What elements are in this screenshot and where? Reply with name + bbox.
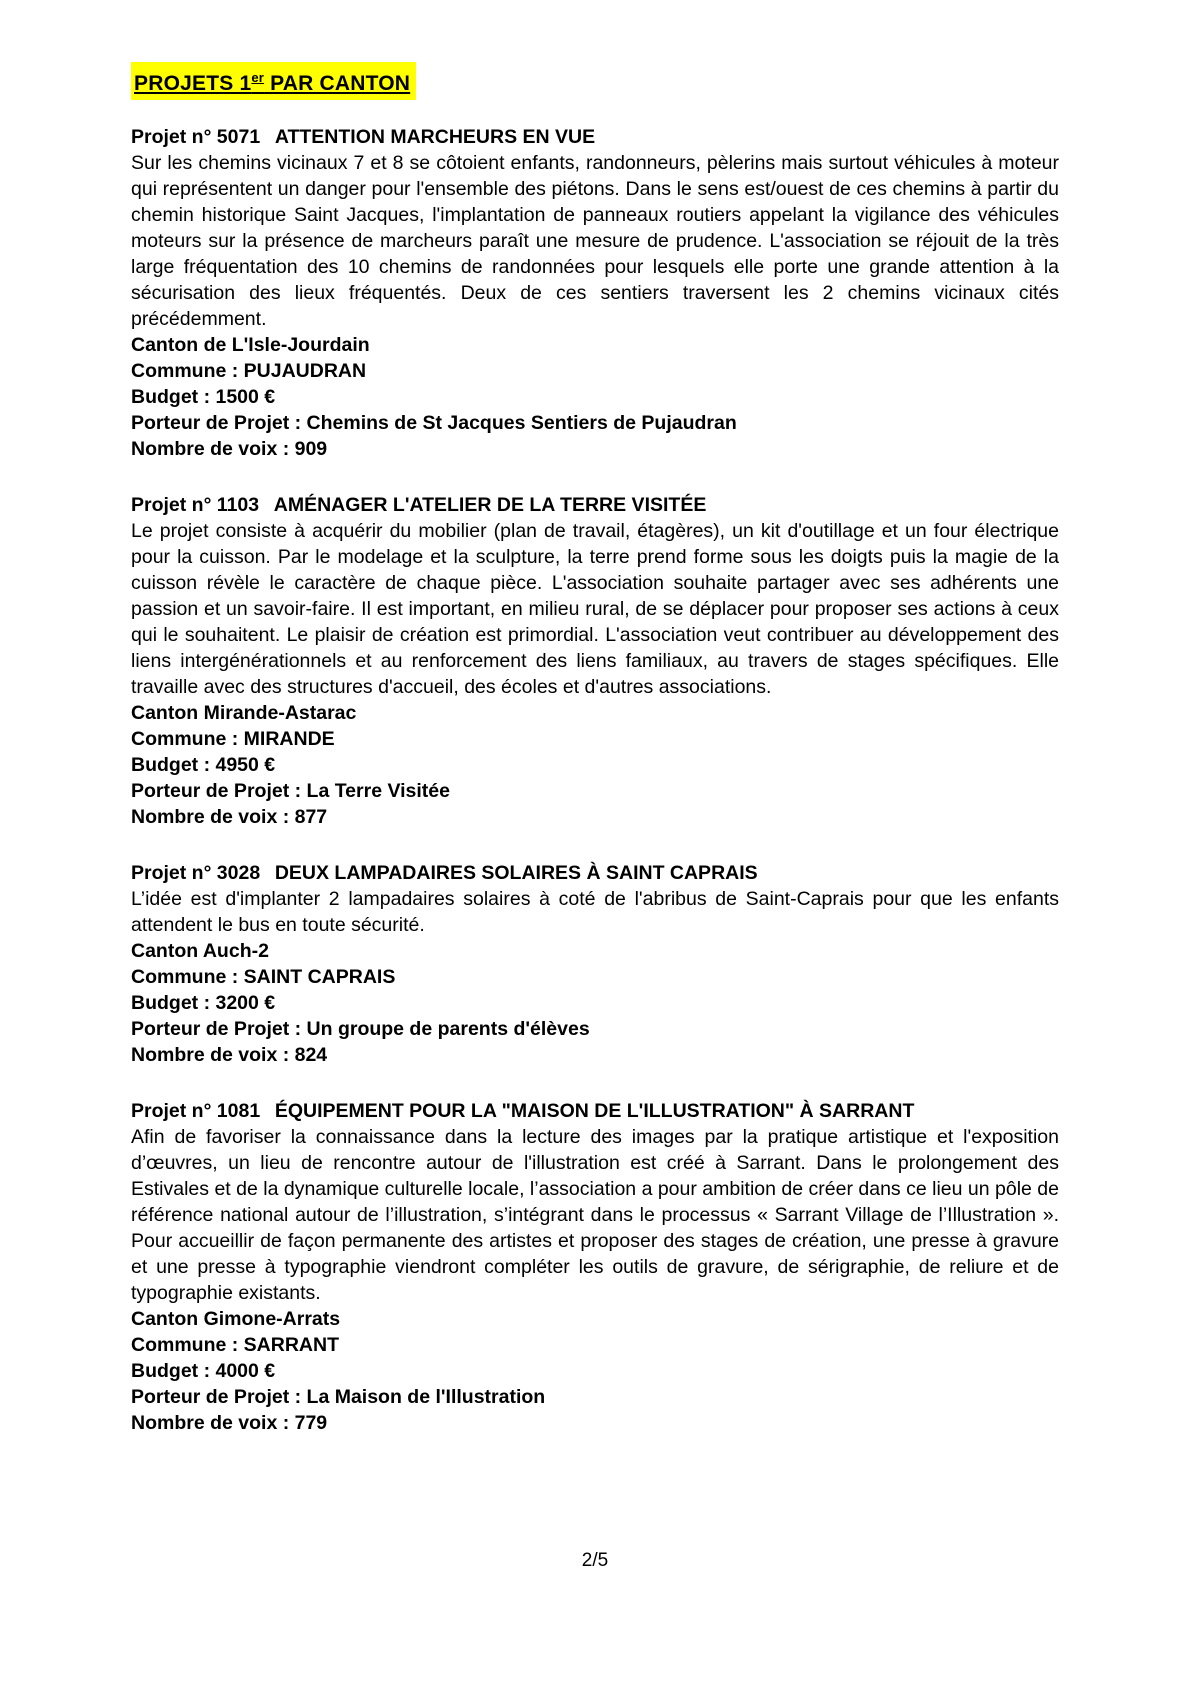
project-canton: Canton Mirande-Astarac bbox=[131, 702, 357, 724]
project-porteur: Porteur de Projet : Chemins de St Jacques Sentiers de Pujaudran bbox=[131, 412, 737, 434]
project-title: ÉQUIPEMENT POUR LA "MAISON DE L'ILLUSTRATION" À SARRANT bbox=[274, 1100, 915, 1122]
project-number: Projet n° 5071 bbox=[131, 126, 261, 148]
project-description: Afin de favoriser la connaissance dans la lecture des images par la pratique artistique et l'exposition d’œuvres, un lieu de rencontre autour de l'illustration est créé à Sarrant. Dans le prolongement des Estivales et de la dynamique culturelle locale, l’association a pour ambition de créer dans ce lieu un pôle de référence national autour de l’illustration, s’intégrant dans le processus « Sarrant Village de l’Illustration ». Pour accueillir de façon permanente des artistes et proposer des stages de création, une presse à gravure et une presse à typographie viendront compléter les outils de gravure, de sérigraphie, de reliure et de typographie existants. bbox=[131, 1126, 1059, 1304]
project-number: Projet n° 1081 bbox=[131, 1100, 261, 1122]
project-description: Le projet consiste à acquérir du mobilier (plan de travail, étagères), un kit d'outillage et un four électrique pour la cuisson. Par le modelage et la sculpture, la terre prend forme sous les doigts puis la magie de la cuisson révèle le caractère de chaque pièce. L'association souhaite partager avec ses adhérents une passion et un savoir-faire. Il est important, en milieu rural, de se déplacer pour proposer ses actions à ceux qui le souhaitent. Le plaisir de création est primordial. L'association veut contribuer au développement des liens intergénérationnels et au renforcement des liens familiaux, au travers de stages spécifiques. Elle travaille avec des structures d'accueil, des écoles et d'autres associations. bbox=[131, 520, 1059, 698]
project-heading bbox=[131, 1098, 1059, 1124]
project-heading bbox=[131, 492, 1059, 518]
project-voix: Nombre de voix : 824 bbox=[131, 1044, 328, 1066]
project-number: Projet n° 1103 bbox=[131, 494, 260, 516]
project-title: DEUX LAMPADAIRES SOLAIRES À SAINT CAPRAIS bbox=[274, 862, 758, 884]
document-title-superscript: er bbox=[251, 70, 265, 85]
project-commune: Commune : SARRANT bbox=[131, 1334, 339, 1356]
document-title bbox=[131, 62, 416, 100]
document-title-wrap bbox=[131, 62, 1059, 100]
project-heading bbox=[131, 124, 1059, 150]
project-canton: Canton Gimone-Arrats bbox=[131, 1308, 341, 1330]
project-budget: Budget : 4000 € bbox=[131, 1360, 276, 1382]
project-description: Sur les chemins vicinaux 7 et 8 se côtoient enfants, randonneurs, pèlerins mais surtout véhicules à moteur qui représentent un danger pour l'ensemble des piétons. Dans le sens est/ouest de ces chemins à partir du chemin historique Saint Jacques, l'implantation de panneaux routiers appelant la vigilance des véhicules moteurs sur la présence de marcheurs paraît une mesure de prudence. L'association se réjouit de la très large fréquentation des 10 chemins de randonnées pour lesquels elle porte une grande attention à la sécurisation des lieux fréquentés. Deux de ces sentiers traversent les 2 chemins vicinaux cités précédemment. bbox=[131, 152, 1059, 330]
project-title: AMÉNAGER L'ATELIER DE LA TERRE VISITÉE bbox=[273, 494, 707, 516]
project-section-1103 bbox=[131, 492, 1059, 830]
project-commune: Commune : MIRANDE bbox=[131, 728, 335, 750]
project-budget: Budget : 1500 € bbox=[131, 386, 276, 408]
document-title-part2: PAR CANTON bbox=[264, 72, 411, 95]
project-number: Projet n° 3028 bbox=[131, 862, 261, 884]
project-section-5071 bbox=[131, 124, 1059, 462]
project-porteur: Porteur de Projet : Un groupe de parents d'élèves bbox=[131, 1018, 590, 1040]
project-budget: Budget : 4950 € bbox=[131, 754, 276, 776]
project-porteur: Porteur de Projet : La Terre Visitée bbox=[131, 780, 450, 802]
project-voix: Nombre de voix : 877 bbox=[131, 806, 328, 828]
project-commune: Commune : PUJAUDRAN bbox=[131, 360, 367, 382]
project-canton: Canton Auch-2 bbox=[131, 940, 269, 962]
project-heading bbox=[131, 860, 1059, 886]
project-commune: Commune : SAINT CAPRAIS bbox=[131, 966, 396, 988]
project-porteur: Porteur de Projet : La Maison de l'Illustration bbox=[131, 1386, 546, 1408]
project-description: L’idée est d'implanter 2 lampadaires solaires à coté de l'abribus de Saint-Caprais pour que les enfants attendent le bus en toute sécurité. bbox=[131, 888, 1059, 936]
project-canton: Canton de L'Isle-Jourdain bbox=[131, 334, 370, 356]
page-number: 2/5 bbox=[581, 1550, 609, 1571]
page-content bbox=[131, 62, 1059, 1466]
project-title: ATTENTION MARCHEURS EN VUE bbox=[274, 126, 596, 148]
project-section-1081 bbox=[131, 1098, 1059, 1436]
project-voix: Nombre de voix : 909 bbox=[131, 438, 328, 460]
project-section-3028 bbox=[131, 860, 1059, 1068]
document-title-part1: PROJETS 1 bbox=[134, 72, 252, 95]
project-voix: Nombre de voix : 779 bbox=[131, 1412, 328, 1434]
project-budget: Budget : 3200 € bbox=[131, 992, 276, 1014]
